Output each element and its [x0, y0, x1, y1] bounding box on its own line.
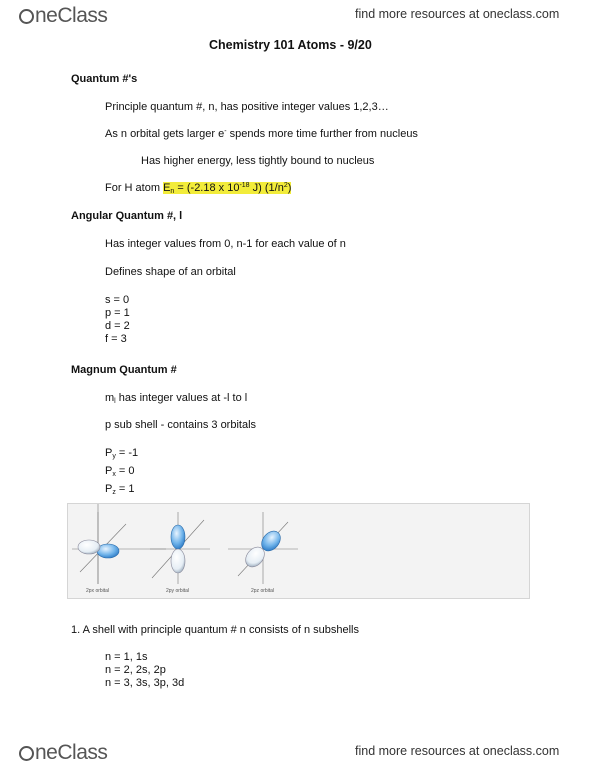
logo-o-icon [19, 9, 34, 24]
energy-equation: $E_n = (-2.18$ x $10^{-18}$ J) $(1/n^2)$ [163, 182, 292, 195]
heading-quantum: Quantum #'s [71, 73, 138, 85]
footer-oneclass-logo[interactable]: neClass [19, 741, 107, 765]
list-item-1: 1. A shell with principle quantum # n consists of n subshells [71, 624, 359, 636]
quantum-line-3: Has higher energy, less tightly bound to nucleus [141, 155, 375, 167]
angular-line-2: Defines shape of an orbital [105, 266, 236, 278]
caption-py: 2py orbital [166, 588, 190, 594]
shell-values: n = 1, 1s n = 2, 2s, 2p n = 3, 3s, 3p, 3d [105, 651, 185, 689]
caption-pz: 2pz orbital [251, 588, 275, 594]
header-findmore-link[interactable]: find more resources at oneclass.com [355, 7, 560, 21]
heading-angular: Angular Quantum #, l [71, 210, 183, 222]
py-orbital [150, 512, 210, 584]
quantum-line-2: As n orbital gets larger e- spends more time further from nucleus [105, 128, 418, 140]
p-orbital-figure [67, 503, 530, 599]
pz-orbital [228, 512, 298, 584]
caption-px: 2px orbital [86, 588, 110, 594]
angular-line-1: Has integer values from 0, n-1 for each value of n [105, 238, 346, 250]
quantum-line-1: Principle quantum #, n, has positive integer values 1,2,3… [105, 101, 389, 113]
quantum-line-4: For H atom $E_n = (-2.18$ x $10^{-18}$ J) $(1/n^2)$ [105, 182, 292, 195]
footer-logo-o-icon [19, 746, 34, 761]
p-orbital-drawings [68, 504, 531, 600]
angular-values: s = 0 p = 1 d = 2 f = 3 [105, 294, 130, 345]
footer-findmore-link[interactable]: find more resources at oneclass.com [355, 744, 560, 758]
magnum-line-1: $m_l$ has integer values at -l to l [105, 392, 248, 405]
oneclass-logo[interactable]: neClass [19, 4, 107, 28]
heading-magnum: Magnum Quantum # [71, 364, 177, 376]
magnum-line-2: p sub shell - contains 3 orbitals [105, 419, 257, 431]
orbital-values: $P_y = -1$ $P_x = 0$ $P_z = 1$ [105, 447, 139, 496]
px-orbital [72, 504, 166, 584]
page-title: Chemistry 101 Atoms - 9/20 [209, 38, 372, 52]
